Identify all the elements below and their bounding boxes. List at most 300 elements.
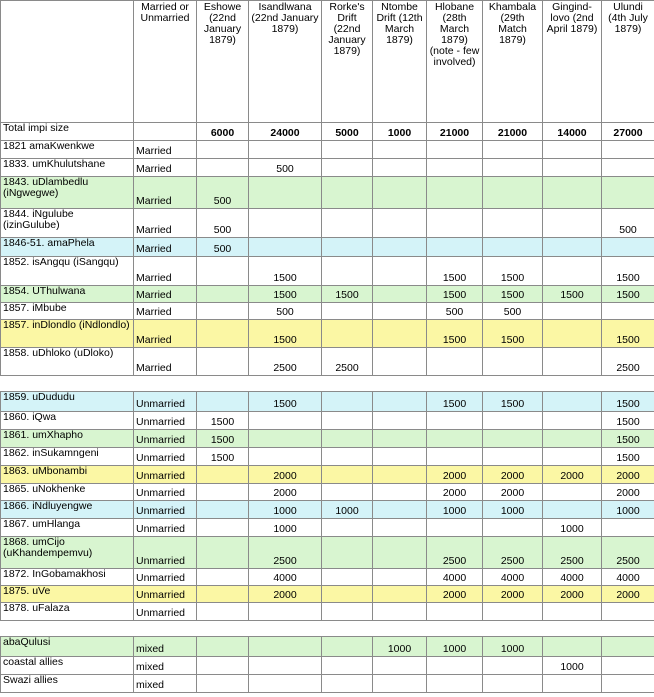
regiment-name: 1875. uVe <box>1 586 134 603</box>
marital-status: Unmarried <box>134 603 197 621</box>
battle-cell <box>373 537 427 569</box>
battle-cell: 2000 <box>249 586 322 603</box>
battle-cell: 1500 <box>427 257 483 286</box>
battle-cell <box>197 286 249 303</box>
regiment-name: 1821 amaKwenkwe <box>1 141 134 159</box>
battle-cell <box>197 466 249 484</box>
battle-cell <box>197 348 249 376</box>
battle-cell <box>322 209 373 238</box>
battle-cell: 2000 <box>602 586 654 603</box>
marital-status: Unmarried <box>134 501 197 519</box>
battle-cell: 1000 <box>483 637 543 657</box>
battle-cell <box>249 621 322 637</box>
battle-cell: 500 <box>483 303 543 320</box>
battle-cell <box>373 621 427 637</box>
battle-cell <box>322 412 373 430</box>
battle-cell <box>197 320 249 348</box>
battle-cell <box>543 484 602 501</box>
battle-cell: 4000 <box>543 569 602 586</box>
table-row <box>1 484 654 501</box>
battle-cell <box>197 303 249 320</box>
regiment-name: 1846-51. amaPhela <box>1 238 134 257</box>
battle-cell <box>373 519 427 537</box>
battle-cell <box>483 675 543 693</box>
table-row <box>1 348 654 376</box>
battle-cell <box>543 603 602 621</box>
table-row <box>1 392 654 412</box>
battle-cell <box>427 376 483 392</box>
battle-cell: 2000 <box>483 586 543 603</box>
battle-cell <box>483 448 543 466</box>
header-cell: Married or Unmarried <box>134 1 197 123</box>
battle-cell: 2500 <box>427 537 483 569</box>
battle-cell: 4000 <box>602 569 654 586</box>
marital-status: Unmarried <box>134 537 197 569</box>
battle-cell <box>322 637 373 657</box>
marital-status: Unmarried <box>134 484 197 501</box>
spacer-row <box>1 621 654 637</box>
battle-cell: 1000 <box>373 637 427 657</box>
table-row <box>1 501 654 519</box>
battle-cell: 1500 <box>483 392 543 412</box>
total-cell: 6000 <box>197 123 249 141</box>
table-row <box>1 286 654 303</box>
marital-status <box>134 376 197 392</box>
regiment-name: 1843. uDlambedlu (iNgwegwe) <box>1 177 134 209</box>
battle-cell: 500 <box>197 209 249 238</box>
battle-cell <box>322 603 373 621</box>
battle-cell <box>249 675 322 693</box>
battle-cell <box>322 257 373 286</box>
battle-cell: 2500 <box>543 537 602 569</box>
battle-cell: 500 <box>602 209 654 238</box>
header-cell: Khambala (29th Match 1879) <box>483 1 543 123</box>
regiment-name: 1844. iNgulube (izinGulube) <box>1 209 134 238</box>
battle-cell <box>197 392 249 412</box>
table-row <box>1 177 654 209</box>
battle-cell: 2000 <box>483 484 543 501</box>
battle-cell <box>373 286 427 303</box>
marital-status: Unmarried <box>134 466 197 484</box>
regiment-name: 1854. UThulwana <box>1 286 134 303</box>
battle-cell: 1500 <box>427 320 483 348</box>
battle-cell: 2500 <box>249 348 322 376</box>
battle-cell <box>602 159 654 177</box>
battle-cell <box>373 392 427 412</box>
table-row <box>1 519 654 537</box>
battle-cell <box>322 569 373 586</box>
battle-cell: 1500 <box>602 448 654 466</box>
battle-cell <box>483 412 543 430</box>
battle-cell <box>427 448 483 466</box>
battle-cell <box>249 376 322 392</box>
battle-cell <box>322 586 373 603</box>
battle-cell: 4000 <box>483 569 543 586</box>
battle-cell <box>602 519 654 537</box>
regiment-name: 1861. umXhapho <box>1 430 134 448</box>
battle-cell <box>197 141 249 159</box>
regiment-name: 1866. iNdluyengwe <box>1 501 134 519</box>
battle-cell <box>543 412 602 430</box>
battle-cell <box>322 320 373 348</box>
total-cell: 14000 <box>543 123 602 141</box>
battle-cell: 1500 <box>483 286 543 303</box>
battle-cell <box>543 621 602 637</box>
marital-status: Married <box>134 209 197 238</box>
marital-status: mixed <box>134 657 197 675</box>
regiment-name <box>1 376 134 392</box>
battle-cell <box>373 412 427 430</box>
total-cell: 21000 <box>483 123 543 141</box>
table-row <box>1 141 654 159</box>
battle-cell: 1000 <box>543 657 602 675</box>
battle-cell: 1500 <box>322 286 373 303</box>
battle-cell: 2000 <box>249 466 322 484</box>
regiment-name: 1859. uDududu <box>1 392 134 412</box>
battle-cell <box>249 637 322 657</box>
header-cell: Eshowe (22nd January 1879) <box>197 1 249 123</box>
table-row <box>1 303 654 320</box>
regiment-name: 1833. umKhulutshane <box>1 159 134 177</box>
battle-cell <box>373 257 427 286</box>
battle-cell: 2000 <box>602 484 654 501</box>
battle-cell: 2000 <box>249 484 322 501</box>
battle-cell <box>483 657 543 675</box>
battle-cell <box>373 159 427 177</box>
marital-status: mixed <box>134 675 197 693</box>
battle-cell <box>322 303 373 320</box>
battle-cell <box>602 177 654 209</box>
marital-status <box>134 621 197 637</box>
battle-cell <box>322 657 373 675</box>
battle-cell <box>373 430 427 448</box>
table-row <box>1 257 654 286</box>
battle-cell: 2000 <box>543 586 602 603</box>
battle-cell <box>483 519 543 537</box>
battle-cell <box>373 484 427 501</box>
battle-cell: 2500 <box>249 537 322 569</box>
header-cell: Hlobane (28th March 1879) (note - few involved) <box>427 1 483 123</box>
regiment-name: 1863. uMbonambi <box>1 466 134 484</box>
battle-cell: 4000 <box>427 569 483 586</box>
battle-cell <box>427 603 483 621</box>
battle-cell <box>427 675 483 693</box>
battle-cell <box>543 209 602 238</box>
battle-cell: 1500 <box>602 257 654 286</box>
battle-cell <box>543 348 602 376</box>
battle-cell: 1500 <box>602 286 654 303</box>
header-cell: Ulundi (4th July 1879) <box>602 1 654 123</box>
battle-cell: 2000 <box>483 466 543 484</box>
battle-cell: 1500 <box>427 286 483 303</box>
battle-cell <box>483 621 543 637</box>
battle-cell: 1500 <box>249 320 322 348</box>
battle-cell <box>483 238 543 257</box>
battle-cell <box>373 569 427 586</box>
battle-cell: 500 <box>249 159 322 177</box>
battle-cell <box>249 430 322 448</box>
battle-cell <box>602 303 654 320</box>
table-row <box>1 238 654 257</box>
battle-cell <box>543 637 602 657</box>
battle-cell <box>197 537 249 569</box>
battle-cell <box>602 376 654 392</box>
battle-cell <box>427 348 483 376</box>
battle-cell: 1500 <box>249 392 322 412</box>
battle-cell <box>197 603 249 621</box>
battle-cell <box>483 430 543 448</box>
battle-cell <box>483 348 543 376</box>
battle-cell <box>543 303 602 320</box>
battle-cell: 1500 <box>249 257 322 286</box>
battle-cell <box>543 448 602 466</box>
battle-cell <box>197 675 249 693</box>
battle-cell: 1000 <box>249 501 322 519</box>
battle-cell <box>543 257 602 286</box>
battle-cell <box>373 303 427 320</box>
battle-cell <box>543 159 602 177</box>
battle-cell <box>427 430 483 448</box>
total-label: Total impi size <box>1 123 134 141</box>
battle-cell <box>322 392 373 412</box>
table-row <box>1 412 654 430</box>
battle-cell <box>483 376 543 392</box>
battle-cell <box>543 141 602 159</box>
battle-cell <box>373 348 427 376</box>
marital-status: Married <box>134 286 197 303</box>
battle-cell <box>602 675 654 693</box>
marital-status: Unmarried <box>134 448 197 466</box>
table-row <box>1 159 654 177</box>
total-cell: 1000 <box>373 123 427 141</box>
marital-status: Unmarried <box>134 392 197 412</box>
regiment-name: 1865. uNokhenke <box>1 484 134 501</box>
battle-cell <box>322 141 373 159</box>
table-row <box>1 448 654 466</box>
battle-cell: 1000 <box>249 519 322 537</box>
battle-cell: 2500 <box>322 348 373 376</box>
header-row <box>1 1 654 123</box>
marital-status: Unmarried <box>134 430 197 448</box>
table-row <box>1 637 654 657</box>
battle-cell: 500 <box>197 238 249 257</box>
battle-cell <box>427 238 483 257</box>
regiment-name <box>1 621 134 637</box>
battle-cell <box>322 159 373 177</box>
battle-cell: 1500 <box>249 286 322 303</box>
battle-cell <box>373 586 427 603</box>
battle-cell <box>602 637 654 657</box>
battle-cell: 1500 <box>197 412 249 430</box>
battle-cell <box>427 412 483 430</box>
battle-cell <box>373 657 427 675</box>
battle-cell <box>427 209 483 238</box>
battle-cell: 1000 <box>602 501 654 519</box>
battle-cell: 2500 <box>483 537 543 569</box>
battle-cell <box>373 209 427 238</box>
battle-cell <box>427 621 483 637</box>
battle-cell <box>602 657 654 675</box>
regiment-name: Swazi allies <box>1 675 134 693</box>
battle-cell <box>249 603 322 621</box>
battle-cell <box>602 238 654 257</box>
table-row <box>1 603 654 621</box>
battle-cell <box>197 257 249 286</box>
battle-cell <box>373 320 427 348</box>
header-cell: Rorke's Drift (22nd January 1879) <box>322 1 373 123</box>
regiment-name: abaQulusi <box>1 637 134 657</box>
battle-cell <box>197 657 249 675</box>
battle-cell <box>427 159 483 177</box>
battle-cell <box>373 466 427 484</box>
total-cell: 21000 <box>427 123 483 141</box>
battle-cell <box>322 177 373 209</box>
regiment-name: 1878. uFalaza <box>1 603 134 621</box>
battle-cell: 1000 <box>543 519 602 537</box>
regiment-name: 1872. InGobamakhosi <box>1 569 134 586</box>
battle-cell: 1500 <box>543 286 602 303</box>
battle-cell: 500 <box>249 303 322 320</box>
battle-cell <box>483 209 543 238</box>
battle-cell <box>322 675 373 693</box>
battle-cell <box>197 501 249 519</box>
battle-cell <box>373 141 427 159</box>
battle-cell <box>373 238 427 257</box>
table-row <box>1 586 654 603</box>
marital-status: Married <box>134 177 197 209</box>
battle-cell <box>249 657 322 675</box>
battle-cell <box>373 448 427 466</box>
regiment-name: 1860. iQwa <box>1 412 134 430</box>
battle-cell: 1500 <box>483 320 543 348</box>
marital-status: Married <box>134 159 197 177</box>
battle-cell <box>197 586 249 603</box>
table-row <box>1 569 654 586</box>
total-cell: 27000 <box>602 123 654 141</box>
battle-cell <box>483 177 543 209</box>
battle-cell <box>373 675 427 693</box>
battle-cell <box>483 603 543 621</box>
battle-cell: 2000 <box>602 466 654 484</box>
marital-status: Married <box>134 257 197 286</box>
battle-cell <box>543 675 602 693</box>
battle-cell: 2000 <box>427 586 483 603</box>
battle-cell <box>249 177 322 209</box>
marital-status: mixed <box>134 637 197 657</box>
table-row <box>1 675 654 693</box>
total-cell: 24000 <box>249 123 322 141</box>
battle-cell: 1500 <box>602 320 654 348</box>
header-cell: Gingind-lovo (2nd April 1879) <box>543 1 602 123</box>
battle-cell <box>373 177 427 209</box>
regiment-name: 1857. iMbube <box>1 303 134 320</box>
battle-cell: 4000 <box>249 569 322 586</box>
battle-cell <box>427 141 483 159</box>
battle-cell <box>602 621 654 637</box>
battle-cell <box>197 484 249 501</box>
marital-status: Married <box>134 348 197 376</box>
battle-cell: 1500 <box>427 392 483 412</box>
battle-cell <box>427 519 483 537</box>
battle-cell <box>197 376 249 392</box>
battle-cell <box>197 519 249 537</box>
total-cell: 5000 <box>322 123 373 141</box>
battle-cell <box>543 320 602 348</box>
battle-cell <box>373 376 427 392</box>
table-row <box>1 320 654 348</box>
battle-cell <box>543 177 602 209</box>
battle-cell <box>322 484 373 501</box>
battle-cell <box>197 621 249 637</box>
battle-cell <box>322 621 373 637</box>
battle-cell <box>427 657 483 675</box>
battle-cell <box>249 209 322 238</box>
battle-cell: 1500 <box>602 430 654 448</box>
table-body <box>1 123 654 693</box>
battle-cell: 2500 <box>602 348 654 376</box>
battle-cell <box>249 412 322 430</box>
battle-cell <box>249 448 322 466</box>
battle-cell <box>322 448 373 466</box>
battle-cell <box>543 238 602 257</box>
table-row <box>1 657 654 675</box>
battle-cell: 1000 <box>427 637 483 657</box>
battle-cell: 1500 <box>197 448 249 466</box>
battle-cell <box>543 376 602 392</box>
table-row <box>1 209 654 238</box>
marital-status: Unmarried <box>134 519 197 537</box>
battle-cell: 2000 <box>543 466 602 484</box>
regiment-name: 1867. umHlanga <box>1 519 134 537</box>
battle-cell <box>602 141 654 159</box>
regiment-name: 1868. umCijo (uKhandempemvu) <box>1 537 134 569</box>
battle-cell <box>322 519 373 537</box>
regiment-name: 1858. uDhloko (uDloko) <box>1 348 134 376</box>
battle-cell <box>483 159 543 177</box>
regiment-name: 1857. inDlondlo (iNdlondlo) <box>1 320 134 348</box>
table-row <box>1 537 654 569</box>
battle-cell: 2000 <box>427 466 483 484</box>
battle-cell: 2000 <box>427 484 483 501</box>
regiment-name: 1862. inSukamngeni <box>1 448 134 466</box>
battle-cell: 1500 <box>483 257 543 286</box>
marital-status: Unmarried <box>134 586 197 603</box>
battle-cell <box>322 238 373 257</box>
battle-cell <box>322 466 373 484</box>
battle-cell <box>197 637 249 657</box>
battle-cell: 2500 <box>602 537 654 569</box>
battle-cell: 1500 <box>602 412 654 430</box>
total-cell <box>134 123 197 141</box>
battle-cell: 1500 <box>197 430 249 448</box>
battle-cell <box>543 501 602 519</box>
header-cell: Isandlwana (22nd January 1879) <box>249 1 322 123</box>
marital-status: Married <box>134 238 197 257</box>
marital-status: Unmarried <box>134 412 197 430</box>
battle-cell: 1000 <box>322 501 373 519</box>
battle-cell <box>249 141 322 159</box>
regiment-name: coastal allies <box>1 657 134 675</box>
header-cell: Ntombe Drift (12th March 1879) <box>373 1 427 123</box>
marital-status: Married <box>134 141 197 159</box>
battle-cell <box>543 392 602 412</box>
battle-cell: 1000 <box>427 501 483 519</box>
total-row <box>1 123 654 141</box>
battle-cell <box>427 177 483 209</box>
battle-cell <box>543 430 602 448</box>
battle-cell <box>322 430 373 448</box>
battle-cell <box>483 141 543 159</box>
